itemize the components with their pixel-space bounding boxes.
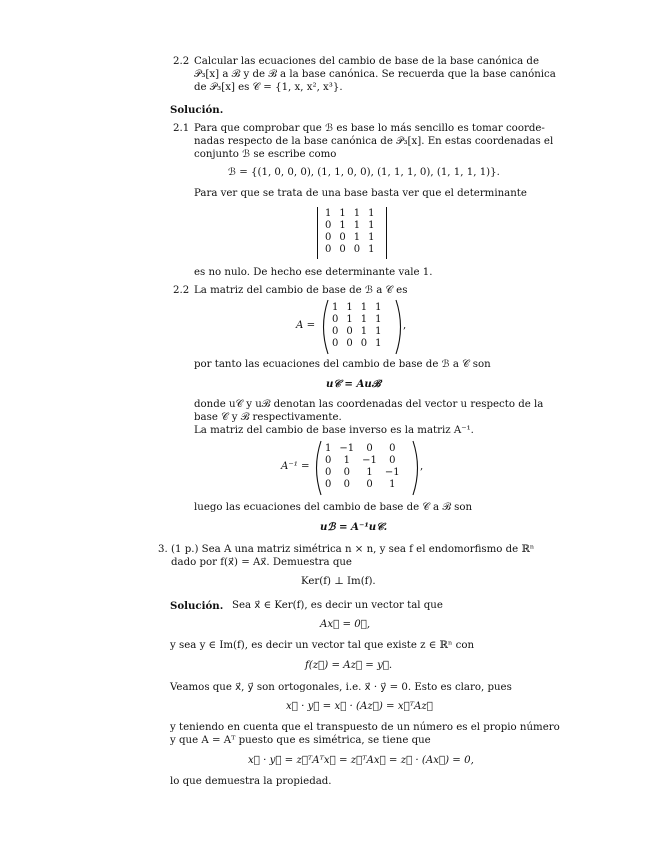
matrix-cell: 0 <box>332 314 339 325</box>
matrix-cell: 0 <box>325 455 332 466</box>
text-line: Para ver que se trata de una base basta ver que el determinante <box>194 188 527 199</box>
matrix-cell: 0 <box>389 455 396 466</box>
matrix-cell: 0 <box>346 326 353 337</box>
matrix-row <box>321 479 404 491</box>
matrix-row <box>321 208 379 220</box>
matrix-cell: 1 <box>339 208 346 219</box>
text-line: Calcular las ecuaciones del cambio de base de la base canónica de <box>194 56 539 67</box>
matrix-cell: 0 <box>343 467 350 478</box>
matrix-cell: 0 <box>332 326 339 337</box>
text-line: Sea x⃗ ∈ Ker(f), es decir un vector tal que <box>232 600 443 611</box>
matrix-cell: 0 <box>339 232 346 243</box>
text-line: Para que comprobar que ℬ es base lo más sencillo es tomar coorde- <box>194 123 545 134</box>
equation-final: x⃗ · y⃗ = z⃗ᵀAᵀx⃗ = z⃗ᵀAx⃗ = z⃗ · (Ax⃗) = 0, <box>248 755 474 766</box>
matrix-cell: 1 <box>375 326 382 337</box>
matrix-cell: −1 <box>362 455 377 466</box>
text-line: La matriz del cambio de base de ℬ a 𝒞 es <box>194 285 408 296</box>
matrix-cell: 1 <box>368 220 375 231</box>
matrix-cell: 1 <box>343 455 350 466</box>
matrix-row <box>328 338 386 350</box>
item-number: 2.2 <box>173 285 190 296</box>
matrix-row <box>321 232 379 244</box>
matrix-cell: −1 <box>339 443 355 454</box>
equation-kernel: Ax⃗ = 0⃗, <box>320 619 371 630</box>
matrix-cell: 1 <box>389 479 396 490</box>
matrix-cell: 0 <box>389 443 396 454</box>
matrix-cell: 0 <box>325 479 332 490</box>
det-bar-left <box>317 207 318 259</box>
det-bar-right <box>386 207 387 259</box>
matrix-cell: 0 <box>332 338 339 349</box>
matrix-cell: 0 <box>325 220 332 231</box>
matrix-cell: 1 <box>368 244 375 255</box>
text-line: y teniendo en cuenta que el transpuesto de un número es el propio número <box>170 722 560 733</box>
matrix-cell: 1 <box>353 232 361 243</box>
matrix-cell: 1 <box>332 302 339 313</box>
equation-basis: ℬ = {(1, 0, 0, 0), (1, 1, 0, 0), (1, 1, 1, 0), (1, 1, 1, 1)}. <box>228 167 500 178</box>
matrix-cell: 0 <box>366 443 373 454</box>
text-line: lo que demuestra la propiedad. <box>170 776 332 787</box>
text-line: 𝒫₃[x] a ℬ y de ℬ a la base canónica. Se recuerda que la base canónica <box>194 69 556 80</box>
matrix-cell: 1 <box>360 314 368 325</box>
equation-uB: uℬ = A⁻¹u𝒞. <box>320 521 388 533</box>
item-number: 3. <box>158 544 168 555</box>
matrix-row <box>321 244 379 256</box>
matrix-cell: −1 <box>384 467 400 478</box>
text-line: de 𝒫₃[x] es 𝒞 = {1, x, x², x³}. <box>194 82 343 93</box>
matrix-cell: 1 <box>368 232 375 243</box>
item-number: 2.1 <box>173 123 190 134</box>
equation-ker-im: Ker(f) ⊥ Im(f). <box>301 576 376 587</box>
matrix-row <box>328 314 386 326</box>
text-line: luego las ecuaciones del cambio de base de 𝒞 a ℬ son <box>194 502 473 513</box>
matrix-cell: 0 <box>343 479 350 490</box>
matrix-label-A: A = <box>296 320 316 331</box>
matrix-cell: 1 <box>368 208 375 219</box>
matrix-cell: 0 <box>325 244 332 255</box>
matrix-cell: 0 <box>360 338 368 349</box>
matrix-cell: 1 <box>325 208 332 219</box>
matrix-cell: 1 <box>375 314 382 325</box>
text-line: nadas respecto de la base canónica de 𝒫₃[x]. En estas coordenadas el <box>194 136 554 147</box>
text-line: conjunto ℬ se escribe como <box>194 149 337 160</box>
item-number: 2.2 <box>173 56 190 67</box>
solution-heading: Solución. <box>170 104 224 116</box>
matrix-cell: 1 <box>360 302 368 313</box>
text-line: y que A = Aᵀ puesto que es simétrica, se tiene que <box>170 735 431 746</box>
text-line: y sea y ∈ Im(f), es decir un vector tal que existe z ∈ ℝⁿ con <box>170 640 475 651</box>
equation-dot: x⃗ · y⃗ = x⃗ · (Az⃗) = x⃗ᵀAz⃗ <box>286 701 433 712</box>
matrix-cell: 0 <box>339 244 346 255</box>
matrix-row <box>321 443 404 455</box>
matrix-Ainv <box>321 443 404 491</box>
matrix-row <box>321 455 404 467</box>
text-line: donde u𝒞 y uℬ denotan las coordenadas del vector u respecto de la <box>194 399 544 410</box>
matrix-row <box>328 326 386 338</box>
text-line: La matriz del cambio de base inverso es la matriz A⁻¹. <box>194 425 474 436</box>
matrix-cell: 1 <box>325 443 332 454</box>
equation-uC: u𝒞 = Auℬ <box>326 378 381 390</box>
punctuation: , <box>420 461 424 472</box>
text-line: Veamos que x⃗, y⃗ son ortogonales, i.e. x⃗ · y⃗ = 0. Esto es claro, pues <box>170 682 512 693</box>
matrix-cell: 0 <box>353 244 361 255</box>
matrix-cell: 1 <box>353 208 361 219</box>
matrix-cell: 0 <box>325 232 332 243</box>
text-line: por tanto las ecuaciones del cambio de base de ℬ a 𝒞 son <box>194 359 491 370</box>
matrix-cell: 1 <box>375 302 382 313</box>
matrix-cell: 0 <box>366 479 373 490</box>
text-line: es no nulo. De hecho ese determinante vale 1. <box>194 267 433 278</box>
matrix-cell: 1 <box>346 314 353 325</box>
text-line: (1 p.) Sea A una matriz simétrica n × n, y sea f el endomorfismo de ℝⁿ <box>171 544 535 555</box>
matrix-cell: 0 <box>325 467 332 478</box>
punctuation: , <box>403 320 407 331</box>
matrix-cell: 1 <box>360 326 368 337</box>
determinant-matrix <box>321 208 379 256</box>
matrix-cell: 1 <box>346 302 353 313</box>
matrix-row <box>321 220 379 232</box>
matrix-cell: 1 <box>339 220 346 231</box>
matrix-label-Ainv: A⁻¹ = <box>281 461 310 472</box>
text-line: dado por f(x⃗) = Ax⃗. Demuestra que <box>171 557 352 568</box>
matrix-cell: 1 <box>353 220 361 231</box>
text-line: base 𝒞 y ℬ respectivamente. <box>194 412 342 423</box>
equation-image: f(z⃗) = Az⃗ = y⃗. <box>305 660 393 671</box>
matrix-cell: 1 <box>375 338 382 349</box>
solution-heading: Solución. <box>170 600 224 612</box>
matrix-cell: 1 <box>366 467 373 478</box>
matrix-row <box>328 302 386 314</box>
matrix-cell: 0 <box>346 338 353 349</box>
matrix-row <box>321 467 404 479</box>
matrix-A <box>328 302 386 350</box>
